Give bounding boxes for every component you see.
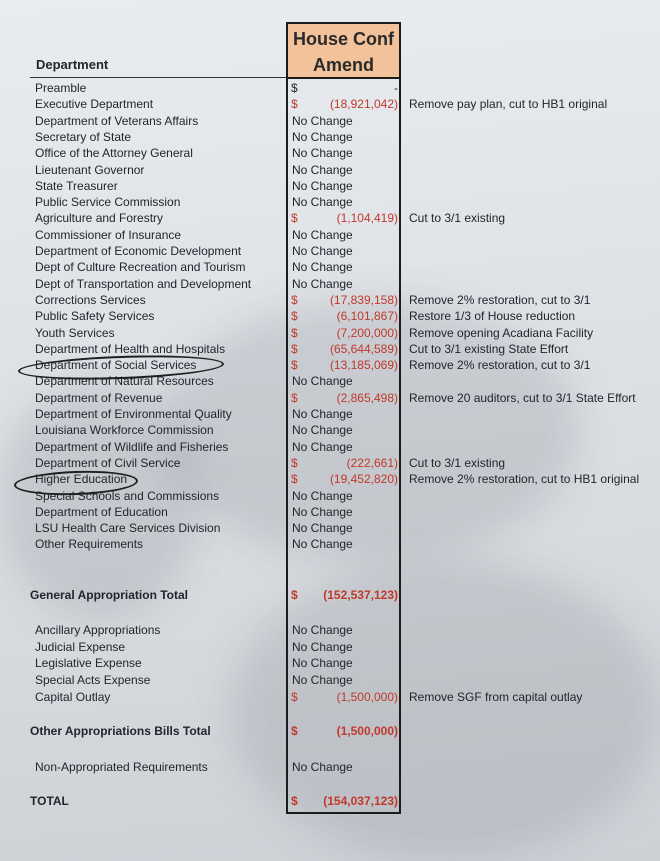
- department-name: Department of Veterans Affairs: [35, 113, 199, 128]
- department-name: Department of Wildlife and Fisheries: [35, 439, 229, 454]
- table-row: [0, 341, 660, 357]
- table-row: [0, 96, 660, 112]
- table-row: [0, 504, 660, 520]
- amount-value: (1,500,000): [336, 724, 398, 738]
- department-name: Department of Natural Resources: [35, 374, 214, 389]
- department-name: Department of Revenue: [35, 390, 163, 405]
- change-value: No Change: [292, 537, 353, 552]
- table-row: [0, 113, 660, 129]
- total-row: [0, 793, 660, 809]
- note-text: Remove SGF from capital outlay: [409, 689, 583, 704]
- dollar-sign: $: [291, 472, 298, 487]
- dollar-sign: $: [291, 455, 298, 470]
- department-name: Dept of Transportation and Development: [35, 276, 252, 291]
- change-value: No Change: [292, 162, 353, 177]
- table-row: [0, 162, 660, 178]
- change-value: No Change: [292, 113, 353, 128]
- dollar-sign: $: [291, 689, 298, 704]
- department-name: Corrections Services: [35, 292, 146, 307]
- department-name: State Treasurer: [35, 178, 118, 193]
- department-name: Non-Appropriated Requirements: [35, 760, 208, 774]
- table-row: [0, 759, 660, 775]
- total-row: [0, 587, 660, 603]
- note-text: Remove opening Acadiana Facility: [409, 325, 594, 340]
- department-name: Secretary of State: [35, 129, 132, 144]
- department-name: Office of the Attorney General: [35, 146, 193, 161]
- table-row: [0, 194, 660, 210]
- amend-header-line2: Amend: [312, 55, 374, 75]
- change-value: No Change: [292, 146, 353, 161]
- department-name: Dept of Culture Recreation and Tourism: [35, 260, 246, 275]
- department-name: Department of Health and Hospitals: [35, 341, 226, 356]
- table-row: [0, 655, 660, 671]
- change-value: No Change: [292, 504, 353, 519]
- department-name: Capital Outlay: [35, 689, 111, 704]
- note-text: Cut to 3/1 existing: [409, 211, 506, 226]
- table-row: [0, 406, 660, 422]
- department-name: Other Appropriations Bills Total: [30, 724, 211, 738]
- table-row: [0, 243, 660, 259]
- department-name: Commissioner of Insurance: [35, 227, 182, 242]
- dollar-sign: $: [291, 325, 298, 340]
- department-name: Youth Services: [35, 325, 115, 340]
- amount-value: (222,661): [346, 455, 398, 470]
- change-value: No Change: [292, 129, 353, 144]
- department-name: Executive Department: [35, 97, 154, 112]
- table-row: [0, 292, 660, 308]
- note-text: Restore 1/3 of House reduction: [409, 309, 576, 324]
- table-row: [0, 210, 660, 226]
- table-row: [0, 227, 660, 243]
- table-row: [0, 536, 660, 552]
- table-row: [0, 520, 660, 536]
- dollar-sign: $: [291, 97, 298, 112]
- header-rule: [30, 77, 286, 78]
- dollar-sign: $: [291, 81, 298, 95]
- table-row: [0, 145, 660, 161]
- amount-value: (65,644,589): [329, 341, 398, 356]
- dollar-sign: $: [291, 358, 298, 373]
- amount-value: (154,037,123): [323, 794, 398, 808]
- department-name: Department of Environmental Quality: [35, 407, 232, 421]
- amount-value: (2,865,498): [336, 390, 398, 405]
- department-name: Agriculture and Forestry: [35, 211, 164, 226]
- amount-value: (17,839,158): [329, 292, 398, 307]
- department-name: Higher Education: [35, 472, 128, 487]
- table-row: [0, 325, 660, 341]
- department-name: Department of Civil Service: [35, 455, 181, 470]
- note-text: Cut to 3/1 existing: [409, 455, 506, 470]
- dollar-sign: $: [291, 211, 298, 226]
- department-name: Ancillary Appropriations: [35, 623, 161, 637]
- amount-value: -: [394, 81, 398, 95]
- department-name: TOTAL: [30, 794, 69, 808]
- note-text: Remove 2% restoration, cut to 3/1: [409, 292, 591, 307]
- amount-value: (19,452,820): [329, 472, 398, 487]
- department-name: Legislative Expense: [35, 656, 142, 671]
- change-value: No Change: [292, 178, 353, 193]
- note-text: Remove 20 auditors, cut to 3/1 State Effort: [409, 390, 636, 405]
- dollar-sign: $: [291, 390, 298, 405]
- change-value: No Change: [292, 639, 353, 654]
- department-name: Special Acts Expense: [35, 673, 151, 688]
- note-text: Remove 2% restoration, cut to HB1 original: [409, 472, 640, 487]
- note-text: Remove pay plan, cut to HB1 original: [409, 97, 608, 112]
- department-name: General Appropriation Total: [30, 588, 189, 602]
- change-value: No Change: [292, 276, 353, 291]
- note-text: Cut to 3/1 existing State Effort: [409, 341, 569, 356]
- change-value: No Change: [292, 244, 353, 258]
- table-row: [0, 622, 660, 638]
- table-row: [0, 129, 660, 145]
- table-row: [0, 455, 660, 471]
- change-value: No Change: [292, 656, 353, 671]
- table-row: [0, 672, 660, 688]
- change-value: No Change: [292, 673, 353, 688]
- department-name: Public Safety Services: [35, 309, 155, 324]
- amount-value: (18,921,042): [329, 97, 398, 112]
- table-row: [0, 639, 660, 655]
- change-value: No Change: [292, 488, 353, 503]
- note-text: Remove 2% restoration, cut to 3/1: [409, 358, 591, 373]
- dollar-sign: $: [291, 588, 298, 602]
- change-value: No Change: [292, 623, 353, 637]
- amend-header: [286, 22, 401, 79]
- department-name: Department of Education: [35, 504, 168, 519]
- dollar-sign: $: [291, 794, 298, 808]
- table-row: [0, 439, 660, 455]
- amount-value: (1,104,419): [336, 211, 398, 226]
- change-value: No Change: [292, 260, 353, 275]
- amount-value: (13,185,069): [329, 358, 398, 373]
- table-row: [0, 689, 660, 705]
- total-row: [0, 723, 660, 739]
- amount-value: (6,101,867): [336, 309, 398, 324]
- department-name: LSU Health Care Services Division: [35, 521, 221, 536]
- change-value: No Change: [292, 227, 353, 242]
- department-name: Special Schools and Commissions: [35, 488, 220, 503]
- change-value: No Change: [292, 521, 353, 536]
- amount-value: (1,500,000): [336, 689, 398, 704]
- department-name: Other Requirements: [35, 537, 144, 552]
- table-row: [0, 178, 660, 194]
- amend-header-line1: House Conf: [293, 29, 394, 49]
- table-row: [0, 390, 660, 406]
- change-value: No Change: [292, 423, 353, 438]
- department-name: Public Service Commission: [35, 195, 181, 210]
- table-row: [0, 80, 660, 96]
- table-row: [0, 422, 660, 438]
- change-value: No Change: [292, 374, 353, 389]
- change-value: No Change: [292, 195, 353, 210]
- department-name: Louisiana Workforce Commission: [35, 423, 214, 438]
- change-value: No Change: [292, 439, 353, 454]
- change-value: No Change: [292, 760, 353, 774]
- dollar-sign: $: [291, 309, 298, 324]
- department-name: Judicial Expense: [35, 639, 126, 654]
- dollar-sign: $: [291, 292, 298, 307]
- change-value: No Change: [292, 407, 353, 421]
- dollar-sign: $: [291, 341, 298, 356]
- table-row: [0, 308, 660, 324]
- amount-value: (7,200,000): [336, 325, 398, 340]
- amount-value: (152,537,123): [323, 588, 398, 602]
- department-name: Department of Economic Development: [35, 244, 242, 258]
- department-name: Lieutenant Governor: [35, 162, 145, 177]
- table-row: [0, 276, 660, 292]
- department-name: Department of Social Services: [35, 358, 197, 373]
- department-header: Department: [36, 57, 109, 72]
- department-name: Preamble: [35, 81, 87, 95]
- dollar-sign: $: [291, 724, 298, 738]
- table-row: [0, 259, 660, 275]
